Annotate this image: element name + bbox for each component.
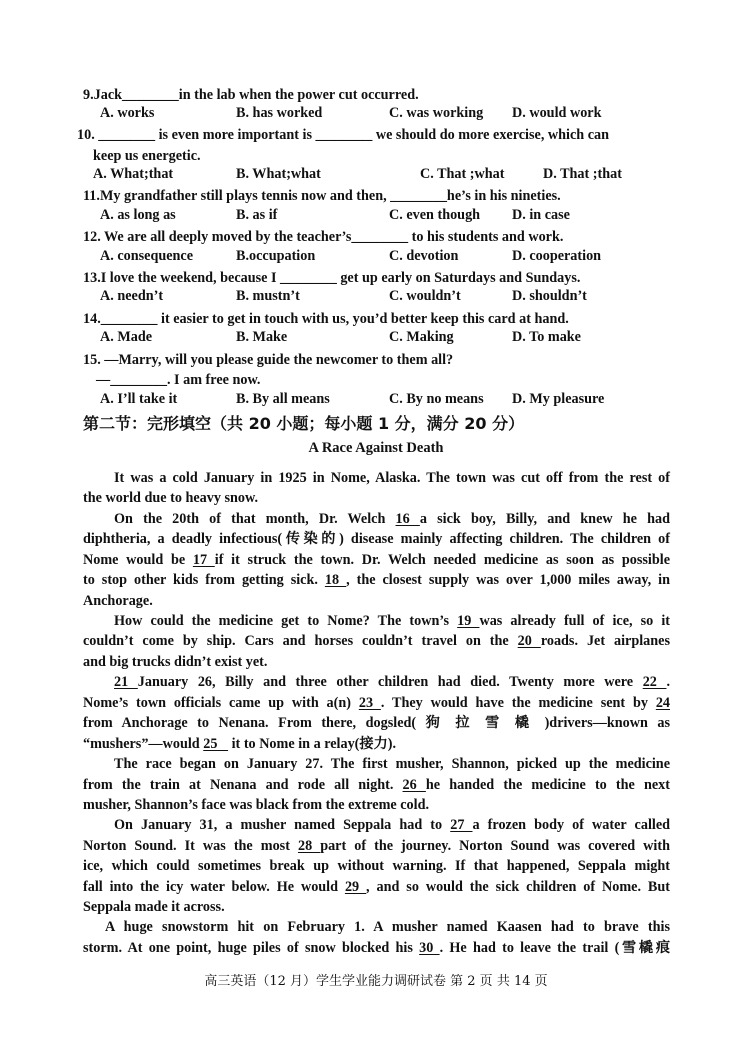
q15-option-a: A. I’ll take it — [100, 391, 178, 407]
blank-22[interactable]: 22 — [642, 674, 667, 690]
passage-line: from Anchorage to Nenana. From there, dogsled( 狗 拉 雪 橇 )drivers—known as — [83, 715, 670, 731]
question-12-stem: 12. We are all deeply moved by the teacher’s________ to his students and work. — [83, 229, 564, 245]
blank-26[interactable]: 26 — [402, 777, 426, 793]
blank-30[interactable]: 30 — [419, 940, 440, 956]
blank-16[interactable]: 16 — [395, 511, 420, 527]
blank-27[interactable]: 27 — [450, 817, 473, 833]
passage-line: Nome would be 17 if it struck the town. Dr. Welch needed medicine as soon as possible — [83, 552, 670, 568]
blank-19[interactable]: 19 — [457, 613, 480, 629]
passage-line: “mushers”—would 25 it to Nome in a relay(接力). — [83, 736, 397, 752]
question-10-stem-cont: keep us energetic. — [93, 148, 201, 164]
q11-option-c: C. even though — [389, 207, 481, 223]
q14-option-c: C. Making — [389, 329, 454, 345]
q9-option-c: C. was working — [389, 105, 484, 121]
passage-line: and big trucks didn’t exist yet. — [83, 654, 268, 670]
q12-option-b: B.occupation — [236, 248, 316, 264]
question-11-stem: 11.My grandfather still plays tennis now and then, ________he’s in his nineties. — [83, 188, 561, 204]
q14-option-d: D. To make — [512, 329, 581, 345]
question-9-stem: 9.Jack________in the lab when the power cut occurred. — [83, 87, 419, 103]
q11-option-a: A. as long as — [100, 207, 176, 223]
blank-18[interactable]: 18 — [324, 572, 347, 588]
blank-20[interactable]: 20 — [517, 633, 541, 649]
blank-24[interactable]: 24 — [655, 695, 670, 711]
q10-option-d: D. That ;that — [543, 166, 622, 182]
q11-option-b: B. as if — [236, 207, 278, 223]
blank-25[interactable]: 25 — [203, 736, 229, 752]
passage-line: from the train at Nenana and rode all night. 26 he handed the medicine to the next — [83, 777, 670, 793]
question-15-stem-cont: —________. I am free now. — [96, 372, 261, 388]
blank-28[interactable]: 28 — [297, 838, 321, 854]
q13-option-d: D. shouldn’t — [512, 288, 587, 304]
q12-option-c: C. devotion — [389, 248, 459, 264]
question-10-stem: 10. ________ is even more important is ________ we should do more exercise, which can — [77, 127, 610, 143]
q12-option-a: A. consequence — [100, 248, 194, 264]
passage-line: ice, which could sometimes break up without warning. If that happened, Seppala might — [83, 858, 670, 874]
passage-line: fall into the icy water below. He would 29 , and so would the sick children of Nome. But — [83, 879, 671, 895]
passage-line: The race began on January 27. The first musher, Shannon, picked up the medicine — [114, 756, 670, 772]
passage-line: On January 31, a musher named Seppala had to 27 a frozen body of water called — [114, 817, 671, 833]
blank-21[interactable]: 21 — [114, 674, 138, 690]
passage-line: Nome’s town officials came up with a(n) 23 . They would have the medicine sent by 24 — [83, 695, 670, 711]
q10-option-a: A. What;that — [93, 166, 174, 182]
question-13-stem: 13.I love the weekend, because I ________ get up early on Saturdays and Sundays. — [83, 270, 581, 286]
passage-title: A Race Against Death — [308, 440, 444, 456]
question-15-stem: 15. —Marry, will you please guide the newcomer to them all? — [83, 352, 454, 368]
section-heading: 第二节：完形填空（共 20 小题；每小题 1 分，满分 20 分） — [83, 414, 525, 433]
q14-option-b: B. Make — [236, 329, 288, 345]
question-14-stem: 14.________ it easier to get in touch with us, you’d better keep this card at hand. — [83, 311, 569, 327]
q10-option-c: C. That ;what — [420, 166, 505, 182]
passage-line: couldn’t come by ship. Cars and horses couldn’t travel on the 20 roads. Jet airplanes — [83, 633, 670, 649]
q9-option-d: D. would work — [512, 105, 602, 121]
q13-option-b: B. mustn’t — [236, 288, 300, 304]
q14-option-a: A. Made — [100, 329, 153, 345]
blank-17[interactable]: 17 — [192, 552, 215, 568]
blank-29[interactable]: 29 — [344, 879, 367, 895]
passage-line: On the 20th of that month, Dr. Welch 16 a sick boy, Billy, and knew he had — [114, 511, 671, 527]
q10-option-b: B. What;what — [236, 166, 321, 182]
q15-option-b: B. By all means — [236, 391, 330, 407]
q11-option-d: D. in case — [512, 207, 570, 223]
q9-option-b: B. has worked — [236, 105, 323, 121]
passage-line: Norton Sound. It was the most 28 part of the journey. Norton Sound was covered with — [83, 838, 670, 854]
q15-option-d: D. My pleasure — [512, 391, 605, 407]
passage-line: to stop other kids from getting sick. 18 , the closest supply was over 1,000 miles away, in — [83, 572, 670, 588]
passage-line: 21 January 26, Billy and three other children had died. Twenty more were 22 . — [114, 674, 671, 690]
q13-option-c: C. wouldn’t — [389, 288, 461, 304]
passage-line: musher, Shannon’s face was black from the extreme cold. — [83, 797, 430, 813]
q13-option-a: A. needn’t — [100, 288, 164, 304]
q9-option-a: A. works — [100, 105, 155, 121]
passage-line: Anchorage. — [83, 593, 153, 609]
q15-option-c: C. By no means — [389, 391, 484, 407]
q12-option-d: D. cooperation — [512, 248, 602, 264]
page-footer: 高三英语（12 月）学生学业能力调研试卷 第 2 页 共 14 页 — [204, 974, 548, 989]
passage-line: storm. At one point, huge piles of snow blocked his 30 . He had to leave the trail (雪橇痕 — [83, 940, 671, 956]
blank-23[interactable]: 23 — [358, 695, 381, 711]
passage-line: It was a cold January in 1925 in Nome, Alaska. The town was cut off from the rest of — [114, 470, 670, 486]
passage-line: A huge snowstorm hit on February 1. A musher named Kaasen had to brave this — [105, 919, 670, 935]
passage-line: Seppala made it across. — [83, 899, 225, 915]
passage-line: diphtheria, a deadly infectious(传染的) disease mainly affecting children. The children of — [83, 531, 670, 547]
passage-line: the world due to heavy snow. — [83, 490, 258, 506]
passage-line: How could the medicine get to Nome? The town’s 19 was already full of ice, so it — [114, 613, 671, 629]
